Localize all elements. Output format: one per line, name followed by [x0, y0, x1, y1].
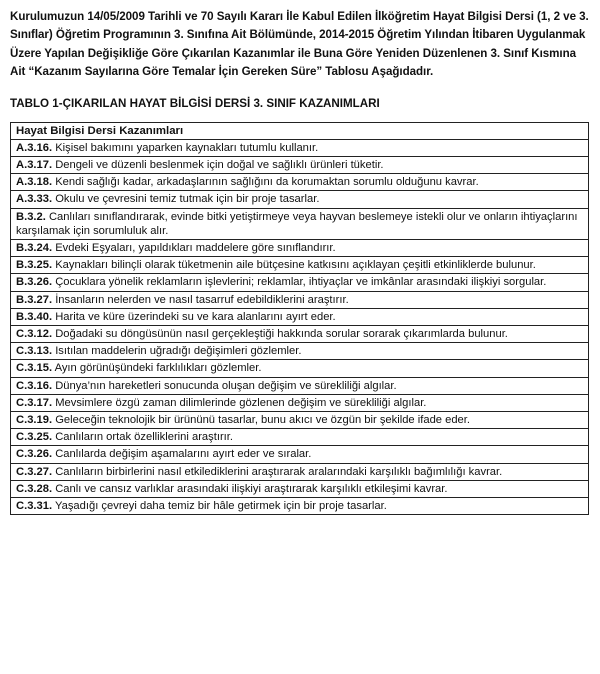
outcome-code: A.3.17.: [16, 159, 53, 172]
outcome-code: B.3.27.: [16, 293, 53, 306]
outcome-cell: [11, 480, 589, 497]
outcome-text: Dünya’nın hareketleri sonucunda oluşan değişim ve sürekliliği algılar.: [55, 379, 397, 392]
outcome-code: B.3.25.: [16, 259, 53, 272]
outcome-text: Harita ve küre üzerindeki su ve kara alanlarını ayırt eder.: [55, 310, 336, 323]
outcome-text: Yaşadığı çevreyi daha temiz bir hâle getirmek için bir proje tasarlar.: [54, 500, 387, 513]
table-row: [11, 191, 589, 208]
table-row: [11, 174, 589, 191]
outcome-text: Canlıları sınıflandırarak, evinde bitki yetiştirmeye veya hayvan beslemeye istekli olur ve onların ihtiyaçlarını karşılamak için sorumluluk alır.: [16, 210, 578, 237]
outcome-code: C.3.28.: [16, 482, 53, 495]
outcome-text: Canlıların ortak özelliklerini araştırır.: [55, 431, 234, 444]
outcome-cell: [11, 191, 589, 208]
outcome-text: Canlıların birbirlerini nasıl etkilediklerini araştırarak aralarındaki karşılıklı bağımlılığı kavrar.: [55, 465, 503, 478]
outcome-code: B.3.24.: [16, 242, 53, 255]
outcome-code: B.3.26.: [16, 276, 53, 289]
outcome-cell: [11, 157, 589, 174]
outcome-text: Okulu ve çevresini temiz tutmak için bir proje tasarlar.: [55, 193, 320, 206]
outcome-text: Evdeki Eşyaları, yapıldıkları maddelere göre sınıflandırır.: [55, 242, 336, 255]
outcome-text: Kendi sağlığı kadar, arkadaşlarının sağlığını da korumaktan sorumlu olduğunu kavrar.: [55, 176, 479, 189]
table-body: [11, 139, 589, 514]
outcome-text: Canlılarda değişim aşamalarını ayırt eder ve sıralar.: [55, 448, 312, 461]
table-row: [11, 377, 589, 394]
outcome-cell: [11, 343, 589, 360]
outcome-code: C.3.12.: [16, 328, 53, 341]
outcome-cell: [11, 291, 589, 308]
outcome-code: C.3.15.: [16, 362, 53, 375]
outcome-cell: [11, 174, 589, 191]
outcome-code: C.3.25.: [16, 431, 53, 444]
outcome-cell: [11, 412, 589, 429]
table-row: [11, 257, 589, 274]
outcome-code: C.3.13.: [16, 345, 53, 358]
outcome-cell: [11, 274, 589, 291]
table-row: [11, 429, 589, 446]
table-row: [11, 360, 589, 377]
outcome-code: B.3.40.: [16, 310, 53, 323]
table-row: [11, 480, 589, 497]
outcome-cell: [11, 463, 589, 480]
outcome-text: Geleceğin teknolojik bir ürününü tasarlar, bunu akıcı ve özgün bir şekilde ifade eder.: [55, 414, 470, 427]
outcome-code: C.3.17.: [16, 396, 53, 409]
outcome-text: Kişisel bakımını yaparken kaynakları tutumlu kullanır.: [55, 141, 319, 154]
table-row: [11, 139, 589, 156]
table-row: [11, 446, 589, 463]
outcome-text: İnsanların nelerden ve nasıl tasarruf edebildiklerini araştırır.: [55, 293, 349, 306]
table-row: [11, 463, 589, 480]
table-row: [11, 274, 589, 291]
outcome-code: A.3.18.: [16, 176, 53, 189]
table-row: [11, 291, 589, 308]
outcome-text: Kaynakları bilinçli olarak tüketmenin aile bütçesine katkısını açıklayan çeşitli etkinliklerde bulunur.: [55, 259, 536, 272]
outcome-cell: [11, 326, 589, 343]
table-row: [11, 326, 589, 343]
outcome-text: Mevsimlere özgü zaman dilimlerinde gözlenen değişim ve sürekliliği algılar.: [55, 396, 427, 409]
table-row: [11, 394, 589, 411]
outcome-text: Ayın görünüşündeki farklılıkları gözlemler.: [54, 362, 262, 375]
outcomes-table: [10, 122, 589, 516]
outcome-text: Canlı ve cansız varlıklar arasındaki ilişkiyi araştırarak karşılıklı etkileşimi kavrar.: [55, 482, 448, 495]
outcome-code: C.3.16.: [16, 379, 53, 392]
table-row: [11, 412, 589, 429]
outcome-code: C.3.26.: [16, 448, 53, 461]
outcome-code: C.3.19.: [16, 414, 53, 427]
outcome-code: B.3.2.: [16, 210, 46, 223]
outcome-cell: [11, 429, 589, 446]
table-row: [11, 498, 589, 515]
table-row: [11, 308, 589, 325]
table-row: [11, 208, 589, 239]
table-row: [11, 157, 589, 174]
outcome-code: C.3.27.: [16, 465, 53, 478]
outcome-cell: [11, 360, 589, 377]
outcome-code: A.3.33.: [16, 193, 53, 206]
outcome-code: C.3.31.: [16, 500, 53, 513]
table-header-row: [11, 122, 589, 139]
outcome-code: A.3.16.: [16, 141, 53, 154]
table-row: [11, 240, 589, 257]
outcome-text: Çocuklara yönelik reklamların işlevlerini; reklamlar, ihtiyaçlar ve imkânlar arasındaki ilişkiyi sorgular.: [55, 276, 547, 289]
outcome-cell: [11, 240, 589, 257]
outcome-cell: [11, 208, 589, 239]
table-header: Hayat Bilgisi Dersi Kazanımları: [11, 122, 589, 139]
outcome-cell: [11, 394, 589, 411]
outcome-cell: [11, 498, 589, 515]
table-title: TABLO 1-ÇIKARILAN HAYAT BİLGİSİ DERSİ 3. SINIF KAZANIMLARI: [10, 96, 380, 110]
outcome-text: Isıtılan maddelerin uğradığı değişimleri gözlemler.: [55, 345, 302, 358]
intro-paragraph: Kurulumuzun 14/05/2009 Tarihli ve 70 Sayılı Kararı İle Kabul Edilen İlköğretim Hayat Bilgisi Dersi (1, 2 ve 3. Sınıflar) Öğretim Programının 3. Sınıfına Ait Bölümünde, 2014-2015 Öğretim Yılından İtibaren Uygulanmak Üzere Yapılan Değişikliğe Göre Çıkarılan Kazanımlar ile Buna Göre Yeniden Düzenlenen 3. Sınıf Kısmına Ait “Kazanım Sayılarına Göre Temalar İçin Gereken Süre” Tablosu Aşağıdadır.: [10, 10, 589, 79]
outcome-cell: [11, 377, 589, 394]
outcome-cell: [11, 257, 589, 274]
outcome-cell: [11, 139, 589, 156]
outcome-cell: [11, 308, 589, 325]
outcome-text: Doğadaki su döngüsünün nasıl gerçekleştiği hakkında sorular sorarak çıkarımlarda bulunur.: [55, 328, 508, 341]
table-row: [11, 343, 589, 360]
outcome-text: Dengeli ve düzenli beslenmek için doğal ve sağlıklı ürünleri tüketir.: [55, 159, 384, 172]
outcome-cell: [11, 446, 589, 463]
